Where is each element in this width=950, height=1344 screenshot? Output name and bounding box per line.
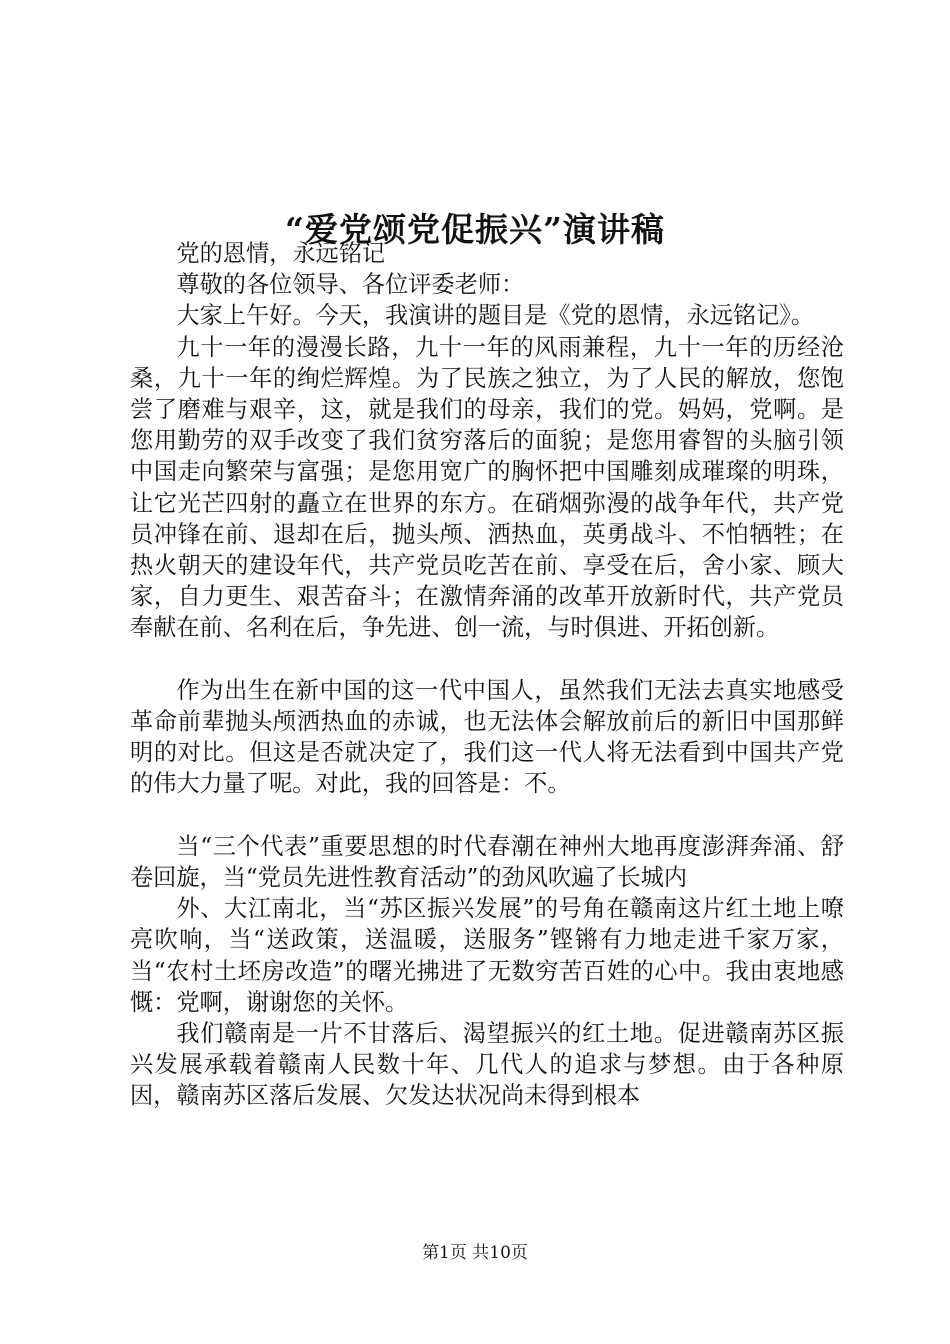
page-number-footer: 第1页 共10页	[422, 1243, 528, 1263]
body-paragraph: 作为出生在新中国的这一代中国人，虽然我们无法去真实地感受革命前辈抛头颅洒热血的赤诚，也无法体会解放前后的新旧中国那鲜明的对比。但这是否就决定了，我们这一代人将无法看到中国共产党的伟大力量了呢。对此，我的回答是：不。	[130, 676, 844, 798]
body-paragraph: 当“三个代表”重要思想的时代春潮在神州大地再度澎湃奔涌、舒卷回旋，当“党员先进性教育活动”的劲风吹遍了长城内	[130, 832, 844, 892]
body-paragraph: 我们赣南是一片不甘落后、渴望振兴的红土地。促进赣南苏区振兴发展承载着赣南人民数十年、几代人的追求与梦想。由于各种原因，赣南苏区落后发展、欠发达状况尚未得到根本	[130, 1020, 844, 1110]
body-paragraph: 九十一年的漫漫长路，九十一年的风雨兼程，九十一年的历经沧桑，九十一年的绚烂辉煌。为了民族之独立，为了人民的解放，您饱尝了磨难与艰辛，这，就是我们的母亲，我们的党。妈妈，党啊。是您用勤劳的双手改变了我们贫穷落后的面貌；是您用睿智的头脑引领中国走向繁荣与富强；是您用宽广的胸怀把中国雕刻成璀璨的明珠，让它光芒四射的矗立在世界的东方。在硝烟弥漫的战争年代，共产党员冲锋在前、退却在后，抛头颅、洒热血，英勇战斗、不怕牺牲；在热火朝天的建设年代，共产党员吃苦在前、享受在后，舍小家、顾大家，自力更生、艰苦奋斗；在激情奔涌的改革开放新时代，共产党员奉献在前、名利在后，争先进、创一流，与时俱进、开拓创新。	[130, 333, 844, 642]
speech-subtitle: 党的恩情，永远铭记	[176, 240, 386, 267]
body-paragraph: 外、大江南北，当“苏区振兴发展”的号角在赣南这片红土地上嘹亮吹响，当“送政策，送温暖，送服务”铿锵有力地走进千家万家，当“农村土坯房改造”的曙光拂进了无数穷苦百姓的心中。我由衷地感慨：党啊，谢谢您的关怀。	[130, 895, 844, 1016]
document-body	[130, 238, 844, 1112]
opening-paragraph: 大家上午好。今天，我演讲的题目是《党的恩情，永远铭记》。	[176, 302, 815, 330]
document-title: “爱党颂党促振兴”演讲稿	[285, 210, 665, 250]
salutation: 尊敬的各位领导、各位评委老师：	[176, 271, 525, 299]
